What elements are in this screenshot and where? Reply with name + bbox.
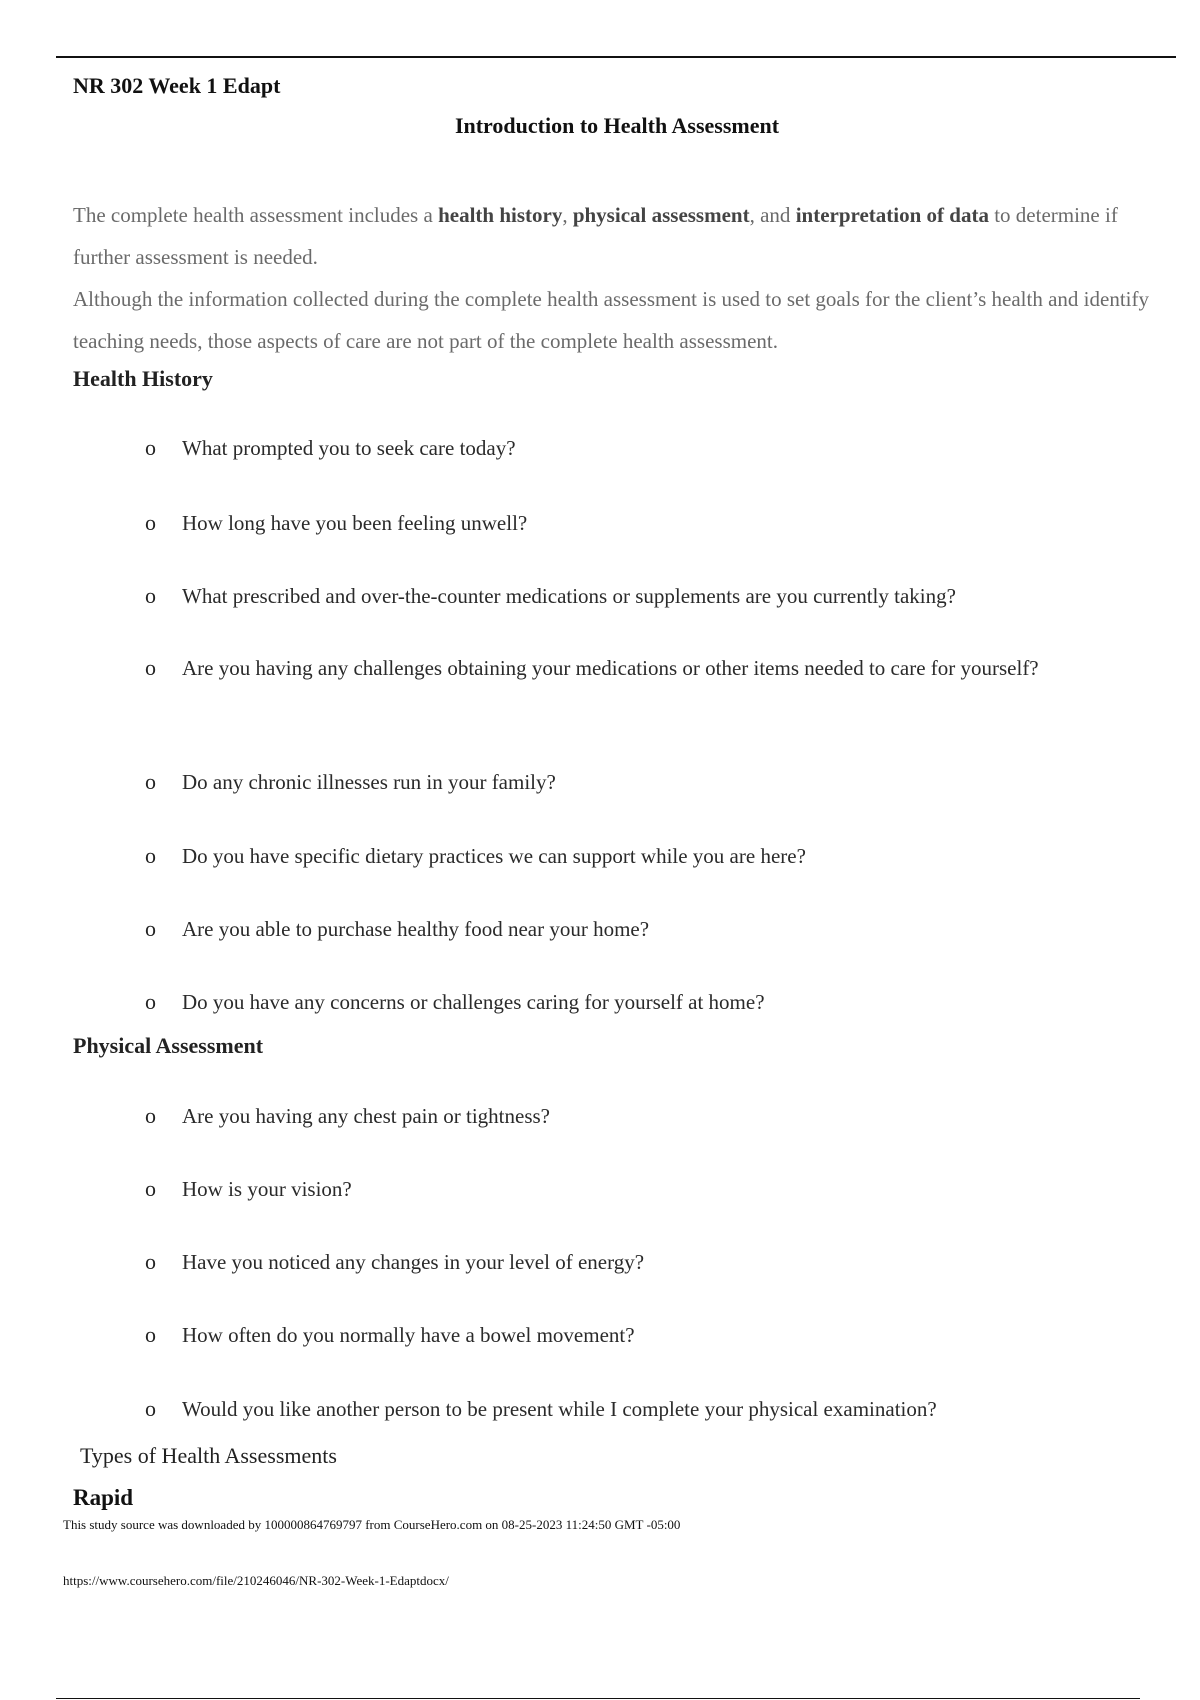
- intro-bold-interpretation: interpretation of data: [795, 203, 989, 227]
- bottom-rule: [56, 1698, 1140, 1699]
- bullet-icon: o: [145, 1322, 156, 1347]
- bullet-icon: o: [145, 769, 156, 794]
- bullet-icon: o: [145, 510, 156, 535]
- intro-bold-health-history: health history: [438, 203, 563, 227]
- source-url-link[interactable]: https://www.coursehero.com/file/210246046/NR-302-Week-1-Edaptdocx/: [63, 1573, 449, 1588]
- bullet-icon: o: [145, 583, 156, 608]
- page-heading: Introduction to Health Assessment: [454, 113, 780, 138]
- top-rule: [56, 56, 1176, 58]
- download-notice: This study source was downloaded by 100000864769797 from CourseHero.com on 08-25-2023 11:24:50 GMT -05:00: [63, 1517, 681, 1532]
- bullet-icon: o: [145, 655, 156, 680]
- intro-bold-physical-assessment: physical assessment: [572, 203, 750, 227]
- bullet-icon: o: [145, 1396, 156, 1421]
- health-history-heading: Health History: [73, 366, 213, 391]
- bullet-icon: o: [145, 989, 156, 1014]
- document-title: NR 302 Week 1 Edapt: [73, 73, 281, 98]
- bullet-icon: o: [145, 1176, 156, 1201]
- rapid-heading: Rapid: [73, 1485, 134, 1510]
- types-heading: Types of Health Assessments: [80, 1443, 337, 1468]
- bullet-icon: o: [145, 1249, 156, 1274]
- bullet-icon: o: [145, 435, 156, 460]
- physical-assessment-heading: Physical Assessment: [73, 1033, 264, 1058]
- intro-paragraph-2: Although the information collected during the complete health assessment is used to set goals for the client’s health and identify teaching needs, those aspects of care are not part of the complete health assessment.: [73, 287, 1149, 353]
- intro-text: [73, 194, 1163, 362]
- bullet-icon: o: [145, 916, 156, 941]
- intro-paragraph-1: The complete health assessment includes a health history, physical assessment, and interpretation of data to determine if further assessment is needed.: [73, 203, 1118, 269]
- bullet-icon: o: [145, 1103, 156, 1128]
- bullet-icon: o: [145, 843, 156, 868]
